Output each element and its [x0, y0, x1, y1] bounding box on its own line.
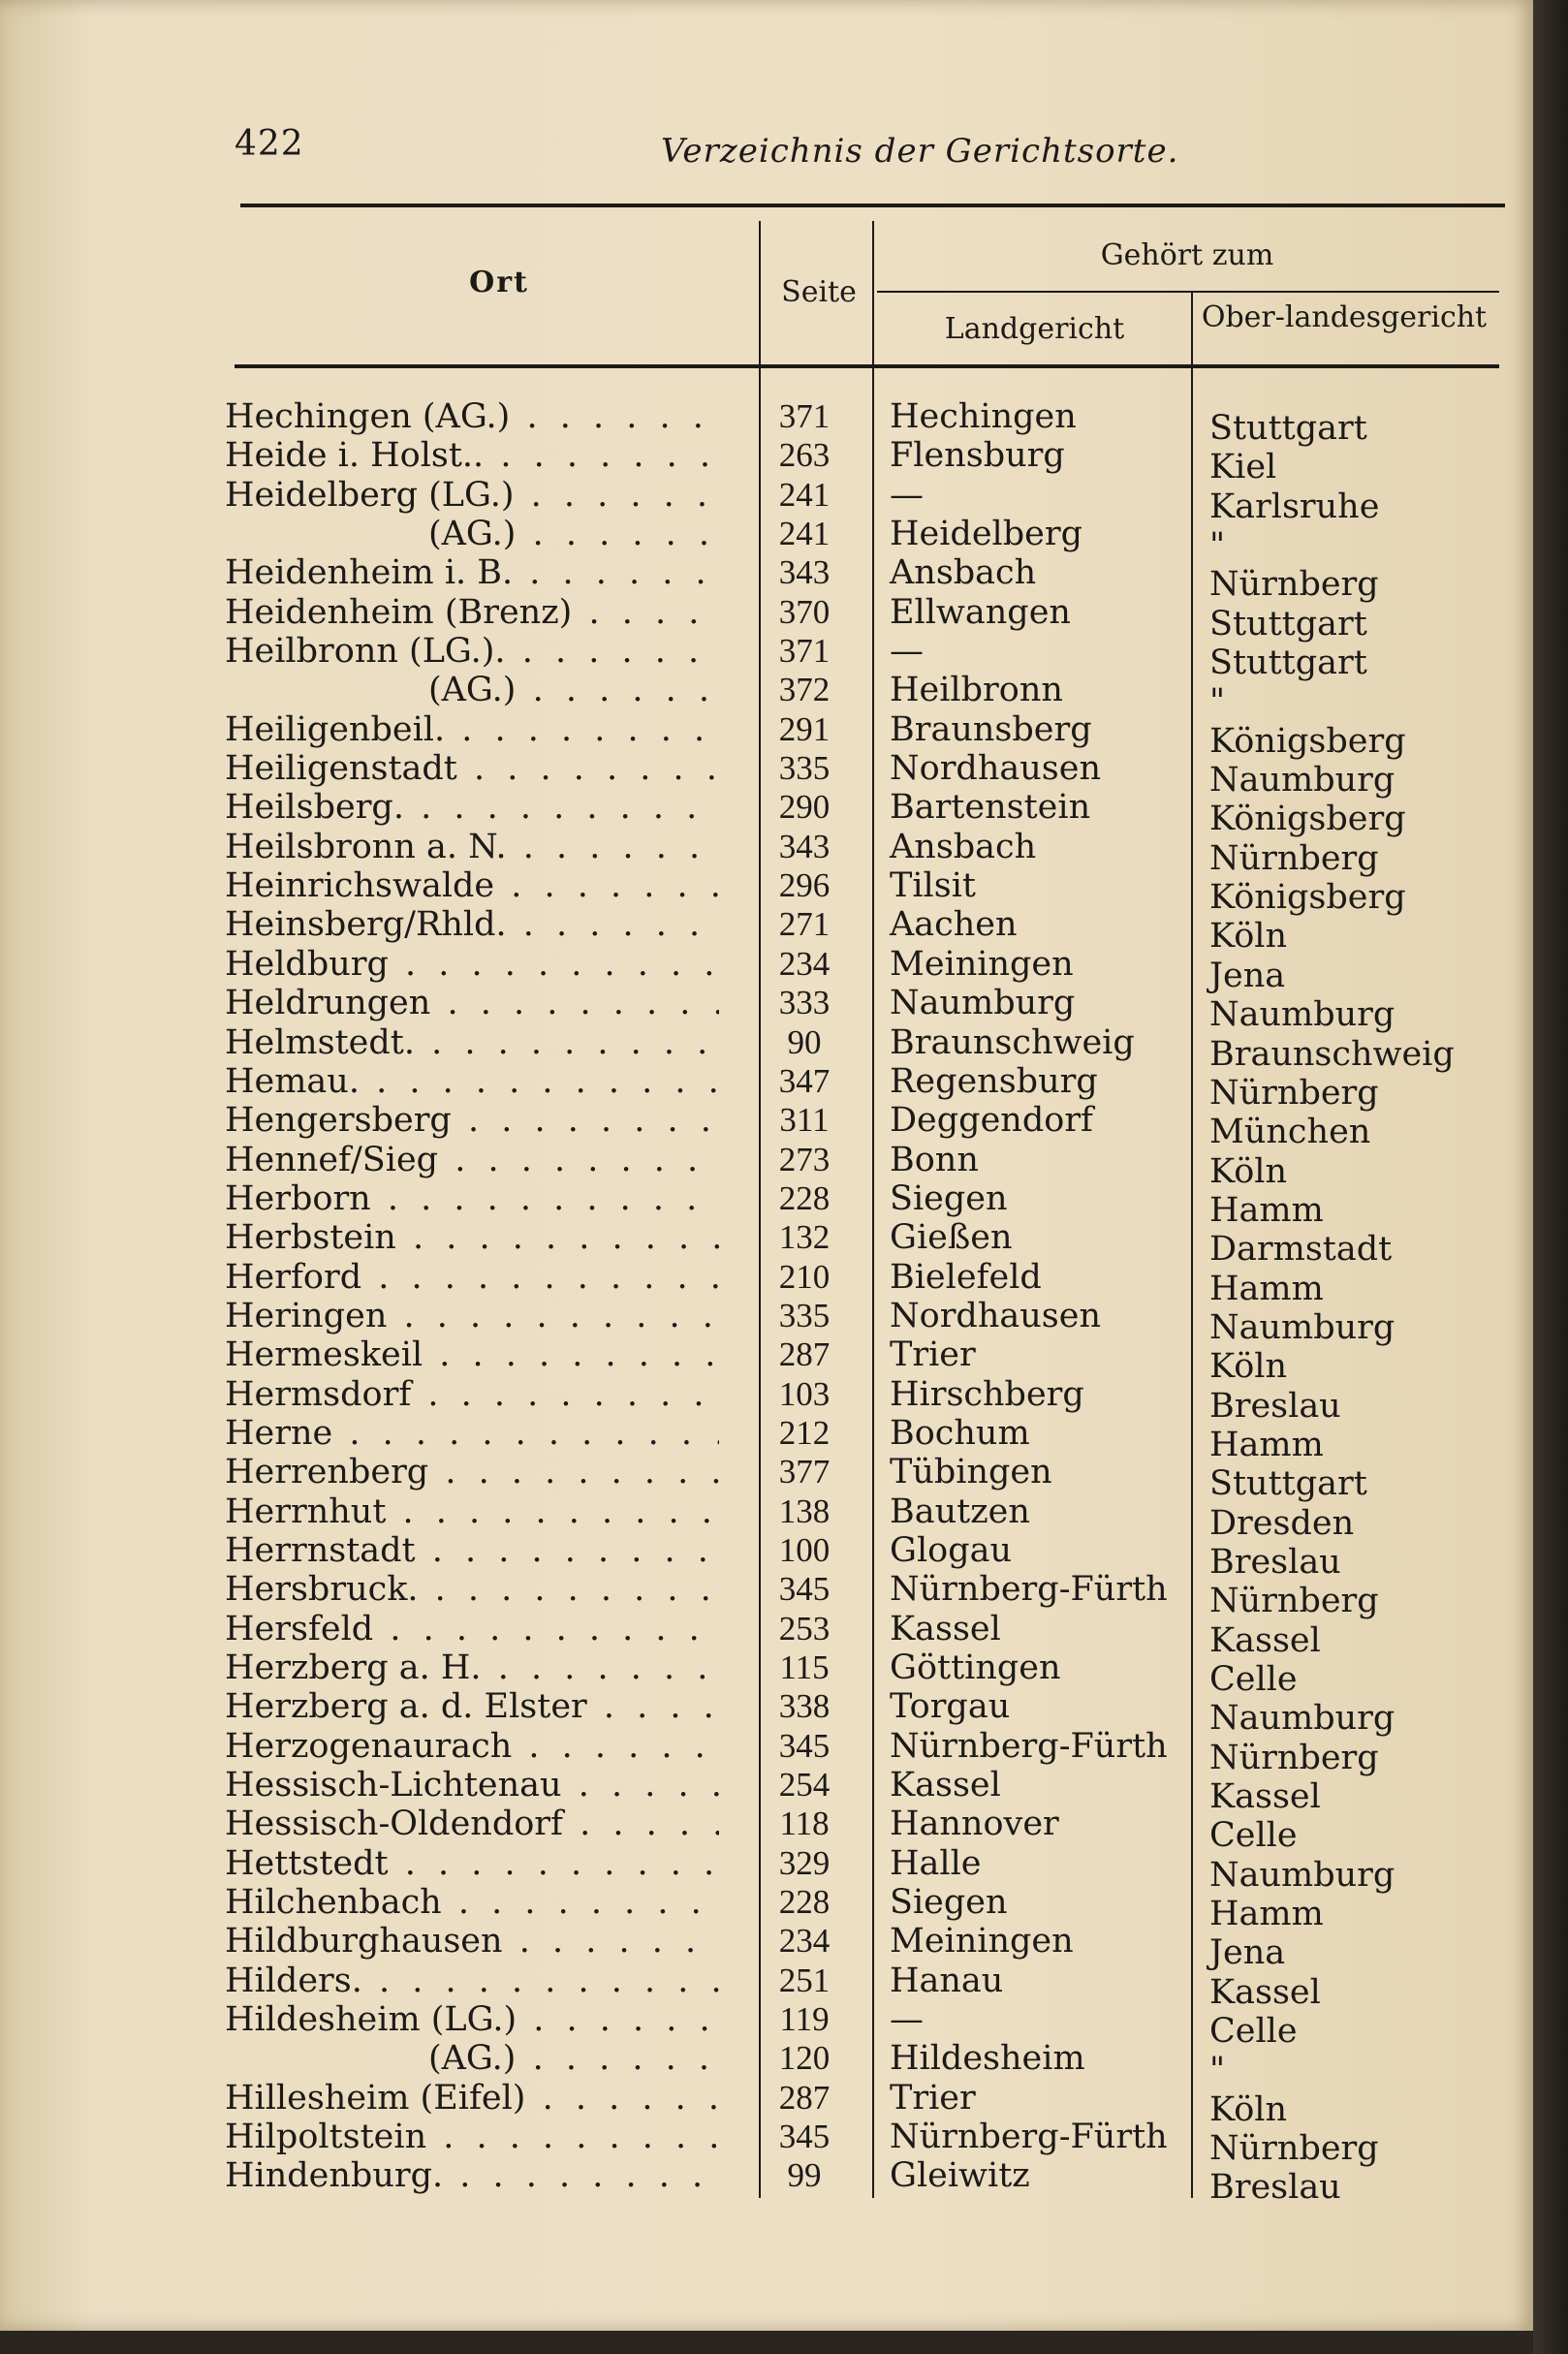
landgericht-cell: Ansbach [890, 553, 1037, 593]
ort-cell: Hildburghausen . . . [225, 1922, 719, 1961]
table-row [0, 1766, 1533, 1817]
ort-cell: Heidenheim i. B. . . . [225, 553, 719, 592]
seite-cell: 296 [778, 866, 831, 905]
oberlandesgericht-cell: Jena [1209, 1933, 1286, 1973]
table-row [0, 1140, 1533, 1191]
oberlandesgericht-cell: Dresden [1209, 1503, 1355, 1543]
top-rule [240, 204, 1505, 207]
ort-cell: Heldburg . . . [225, 945, 719, 984]
ort-cell: Heiligenbeil. . . . [225, 710, 719, 749]
ort-cell: Hessisch-Lichtenau . . . [225, 1766, 719, 1805]
column-header-gehoert-zum: Gehört zum [1100, 238, 1274, 272]
seite-cell: 234 [778, 1922, 831, 1961]
seite-cell: 263 [778, 436, 831, 475]
column-header-ort: Ort [469, 266, 529, 299]
column-header-landgericht: Landgericht [944, 312, 1125, 346]
seite-cell: 118 [779, 1805, 830, 1843]
column-header-oberlandesgericht: Ober-landesgericht [1201, 300, 1488, 334]
ort-cell: Herzogenaurach . . . [225, 1727, 719, 1766]
seite-cell: 254 [778, 1766, 831, 1805]
table-row [0, 397, 1533, 448]
oberlandesgericht-cell: Nürnberg [1209, 838, 1379, 878]
oberlandesgericht-cell: Stuttgart [1209, 604, 1367, 643]
landgericht-cell: Naumburg [890, 984, 1076, 1023]
table-row [0, 1570, 1533, 1621]
landgericht-cell: Gleiwitz [890, 2156, 1030, 2196]
ort-cell: Heldrungen . . . [225, 984, 719, 1022]
ort-cell: Hechingen (AG.) . . . [225, 397, 719, 436]
ort-cell: (AG.) . . . [225, 2039, 719, 2078]
oberlandesgericht-cell: Naumburg [1209, 1307, 1396, 1347]
landgericht-cell: Siegen [890, 1883, 1008, 1923]
table-row [0, 1922, 1533, 1973]
oberlandesgericht-cell: " [1209, 2051, 1226, 2090]
landgericht-cell: Hirschberg [890, 1374, 1084, 1414]
landgericht-cell: Nordhausen [890, 1296, 1101, 1335]
seite-cell: 343 [778, 553, 831, 592]
landgericht-cell: Bartenstein [890, 788, 1091, 828]
ort-cell: Hillesheim (Eifel) . . . [225, 2079, 719, 2118]
landgericht-cell: Bielefeld [890, 1257, 1042, 1297]
landgericht-cell: Heidelberg [890, 515, 1082, 554]
seite-cell: 212 [778, 1413, 831, 1452]
table-row [0, 2000, 1533, 2052]
table-row [0, 1335, 1533, 1387]
oberlandesgericht-cell: Stuttgart [1209, 409, 1367, 448]
seite-cell: 115 [779, 1648, 830, 1686]
ort-cell: Heilsbronn a. N. . . . [225, 828, 719, 866]
ort-cell: Hilchenbach . . . [225, 1883, 719, 1922]
table-row [0, 866, 1533, 918]
oberlandesgericht-cell: Köln [1209, 1347, 1288, 1387]
table-row [0, 1648, 1533, 1699]
seite-cell: 287 [778, 2078, 831, 2117]
ort-cell: Hermeskeil . . . [225, 1335, 719, 1374]
seite-cell: 253 [778, 1609, 831, 1648]
table-row [0, 1687, 1533, 1739]
table-row [0, 1296, 1533, 1347]
oberlandesgericht-cell: Celle [1209, 1660, 1298, 1699]
landgericht-cell: Braunschweig [890, 1022, 1135, 1062]
seite-cell: 343 [778, 827, 831, 865]
oberlandesgericht-cell: Nürnberg [1209, 1582, 1379, 1621]
ort-cell: Herford . . . [225, 1258, 719, 1297]
table-row [0, 436, 1533, 487]
landgericht-cell: Glogau [890, 1530, 1013, 1570]
table-row [0, 1805, 1533, 1856]
seite-cell: 273 [778, 1140, 831, 1178]
landgericht-cell: Ansbach [890, 827, 1037, 866]
ort-cell: Herrnhut . . . [225, 1492, 719, 1531]
seite-cell: 234 [778, 944, 831, 983]
landgericht-cell: Braunsberg [890, 709, 1092, 749]
oberlandesgericht-cell: Hamm [1209, 1895, 1324, 1934]
oberlandesgericht-cell: Königsberg [1209, 878, 1406, 918]
seite-cell: 119 [779, 2000, 830, 2039]
oberlandesgericht-cell: Köln [1209, 2089, 1288, 2129]
seite-cell: 333 [778, 984, 831, 1022]
ort-cell: Hersbruck. . . . [225, 1570, 719, 1609]
ort-cell: Hessisch-Oldendorf . . . [225, 1805, 719, 1843]
oberlandesgericht-cell: Kiel [1209, 448, 1277, 487]
ort-cell: Heinsberg/Rhld. . . . [225, 905, 719, 944]
table-row [0, 1453, 1533, 1504]
landgericht-cell: Meiningen [890, 1922, 1074, 1962]
seite-cell: 345 [778, 1570, 831, 1609]
seite-cell: 338 [778, 1687, 831, 1726]
oberlandesgericht-cell: Königsberg [1209, 800, 1406, 839]
seite-cell: 251 [778, 1961, 831, 1999]
table-row [0, 1101, 1533, 1152]
table-row [0, 475, 1533, 526]
table-row [0, 1374, 1533, 1426]
table-row [0, 1218, 1533, 1270]
table-row [0, 1961, 1533, 2012]
seite-cell: 377 [778, 1453, 831, 1491]
ort-cell: Hersfeld . . . [225, 1610, 719, 1648]
landgericht-cell: Flensburg [890, 436, 1065, 476]
seite-cell: 291 [778, 709, 831, 748]
seite-cell: 99 [787, 2156, 822, 2195]
oberlandesgericht-cell: Hamm [1209, 1425, 1324, 1464]
table-row [0, 2078, 1533, 2129]
oberlandesgericht-cell: Darmstadt [1209, 1230, 1393, 1270]
oberlandesgericht-cell: Stuttgart [1209, 1464, 1367, 1504]
seite-cell: 210 [778, 1257, 831, 1296]
landgericht-cell: Nordhausen [890, 749, 1101, 789]
oberlandesgericht-cell: Hamm [1209, 1269, 1324, 1308]
ort-cell: Herzberg a. H. . . . [225, 1648, 719, 1687]
ort-cell: Hettstedt . . . [225, 1844, 719, 1883]
table-row [0, 1178, 1533, 1230]
seite-cell: 370 [778, 592, 831, 631]
ort-cell: Hilpoltstein . . . [225, 2118, 719, 2156]
landgericht-cell: Trier [890, 1335, 976, 1375]
seite-cell: 241 [778, 475, 831, 514]
oberlandesgericht-cell: Breslau [1209, 1542, 1341, 1582]
oberlandesgericht-cell: Jena [1209, 956, 1286, 995]
table-row [0, 1022, 1533, 1074]
table-row [0, 1530, 1533, 1582]
landgericht-cell: Heilbronn [890, 671, 1063, 710]
oberlandesgericht-cell: Köln [1209, 917, 1288, 957]
seite-cell: 271 [778, 905, 831, 944]
table-row [0, 671, 1533, 722]
table-row [0, 905, 1533, 957]
oberlandesgericht-cell: Nürnberg [1209, 565, 1379, 605]
landgericht-cell: Bautzen [890, 1491, 1030, 1531]
landgericht-cell: Halle [890, 1843, 982, 1883]
ort-cell: Helmstedt. . . . [225, 1023, 719, 1062]
oberlandesgericht-cell: Stuttgart [1209, 643, 1367, 683]
ort-cell: Herrnstadt . . . [225, 1531, 719, 1570]
landgericht-cell: — [890, 632, 924, 672]
table-row [0, 2039, 1533, 2090]
ort-cell: Heidelberg (LG.) . . . [225, 476, 719, 515]
table-row [0, 553, 1533, 605]
header-bottom-rule [235, 364, 1499, 368]
table-row [0, 1883, 1533, 1934]
ort-cell: Hennef/Sieg . . . [225, 1141, 719, 1179]
seite-cell: 371 [778, 397, 831, 435]
table-row [0, 709, 1533, 761]
ort-cell: Herrenberg . . . [225, 1453, 719, 1491]
oberlandesgericht-cell: Breslau [1209, 1386, 1341, 1426]
landgericht-cell: — [890, 475, 924, 515]
landgericht-cell: Nürnberg-Fürth [890, 1570, 1168, 1610]
table-row [0, 1257, 1533, 1308]
landgericht-cell: Deggendorf [890, 1101, 1093, 1141]
book-edge [1533, 0, 1568, 2354]
seite-cell: 138 [778, 1491, 831, 1530]
landgericht-cell: Bochum [890, 1413, 1030, 1453]
landgericht-cell: Göttingen [890, 1648, 1061, 1687]
oberlandesgericht-cell: Celle [1209, 1816, 1298, 1856]
landgericht-cell: Bonn [890, 1140, 979, 1179]
oberlandesgericht-cell: Celle [1209, 2012, 1298, 2052]
landgericht-cell: Meiningen [890, 944, 1074, 984]
oberlandesgericht-cell: Königsberg [1209, 721, 1406, 761]
table-row [0, 515, 1533, 566]
running-head: Verzeichnis der Gerichtsorte. [661, 132, 1179, 171]
oberlandesgericht-cell: Naumburg [1209, 995, 1396, 1035]
ort-cell: Hildesheim (LG.) . . . [225, 2000, 719, 2039]
table-row [0, 984, 1533, 1035]
landgericht-cell: Hechingen [890, 397, 1077, 436]
ort-cell: Heinrichswalde . . . [225, 866, 719, 905]
ort-cell: Heilbronn (LG.). . . . [225, 632, 719, 671]
oberlandesgericht-cell: München [1209, 1113, 1371, 1152]
page-number: 422 [235, 124, 304, 164]
table-row [0, 2156, 1533, 2208]
seite-cell: 228 [778, 1883, 831, 1922]
table-row [0, 1843, 1533, 1895]
seite-cell: 103 [778, 1374, 831, 1413]
table-row [0, 944, 1533, 995]
landgericht-cell: Hildesheim [890, 2039, 1085, 2079]
ort-cell: Hermsdorf . . . [225, 1375, 719, 1414]
seite-cell: 371 [778, 632, 831, 671]
table-row [0, 1061, 1533, 1113]
table-row [0, 788, 1533, 839]
seite-cell: 100 [778, 1530, 831, 1569]
table-row [0, 827, 1533, 878]
seite-cell: 290 [778, 788, 831, 827]
seite-cell: 372 [778, 671, 831, 709]
ort-cell: Heiligenstadt . . . [225, 749, 719, 788]
ort-cell: Herne . . . [225, 1414, 719, 1453]
column-header-seite: Seite [781, 275, 857, 309]
landgericht-cell: Hanau [890, 1961, 1004, 2000]
oberlandesgericht-cell: Hamm [1209, 1190, 1324, 1230]
seite-cell: 335 [778, 1296, 831, 1334]
seite-cell: 335 [778, 749, 831, 788]
oberlandesgericht-cell: Breslau [1209, 2168, 1341, 2208]
seite-cell: 311 [779, 1101, 830, 1140]
landgericht-cell: Ellwangen [890, 592, 1071, 632]
seite-cell: 329 [778, 1843, 831, 1882]
court-table-body [0, 397, 1533, 2208]
oberlandesgericht-cell: Kassel [1209, 1777, 1321, 1817]
seite-cell: 241 [778, 515, 831, 553]
landgericht-cell: Regensburg [890, 1061, 1098, 1101]
landgericht-cell: Trier [890, 2078, 976, 2118]
seite-cell: 90 [787, 1022, 822, 1061]
landgericht-cell: Hannover [890, 1805, 1059, 1844]
ort-cell: (AG.) . . . [225, 515, 719, 553]
ort-cell: Hengersberg . . . [225, 1101, 719, 1140]
ort-cell: Hindenburg. . . . [225, 2156, 719, 2195]
landgericht-cell: Nürnberg-Fürth [890, 2118, 1168, 2157]
ort-cell: (AG.) . . . [225, 671, 719, 709]
landgericht-cell: Tübingen [890, 1453, 1052, 1492]
ort-cell: Heilsberg. . . . [225, 788, 719, 827]
landgericht-cell: Kassel [890, 1609, 1001, 1648]
oberlandesgericht-cell: Kassel [1209, 1620, 1321, 1660]
landgericht-cell: Kassel [890, 1766, 1001, 1805]
seite-cell: 345 [778, 1726, 831, 1765]
oberlandesgericht-cell: Naumburg [1209, 761, 1396, 800]
oberlandesgericht-cell: " [1209, 526, 1226, 566]
seite-cell: 228 [778, 1178, 831, 1217]
landgericht-cell: Tilsit [890, 866, 976, 906]
table-row [0, 632, 1533, 683]
table-row [0, 2118, 1533, 2169]
table-row [0, 1491, 1533, 1543]
seite-cell: 287 [778, 1335, 831, 1374]
oberlandesgericht-cell: Nürnberg [1209, 1073, 1379, 1113]
landgericht-cell: Aachen [890, 905, 1018, 945]
oberlandesgericht-cell: Braunschweig [1209, 1034, 1455, 1074]
landgericht-cell: Siegen [890, 1178, 1008, 1218]
oberlandesgericht-cell: Karlsruhe [1209, 486, 1380, 526]
landgericht-cell: — [890, 2000, 924, 2040]
oberlandesgericht-cell: " [1209, 682, 1226, 722]
oberlandesgericht-cell: Kassel [1209, 1972, 1321, 2012]
ort-cell: Herzberg a. d. Elster . . . [225, 1687, 719, 1726]
oberlandesgericht-cell: Naumburg [1209, 1699, 1396, 1739]
landgericht-cell: Gießen [890, 1218, 1013, 1258]
ort-cell: Hilders. . . . [225, 1962, 719, 2000]
gehoert-rule [877, 291, 1499, 293]
table-row [0, 749, 1533, 800]
seite-cell: 120 [778, 2039, 831, 2078]
seite-cell: 345 [778, 2118, 831, 2156]
oberlandesgericht-cell: Köln [1209, 1151, 1288, 1191]
ort-cell: Heringen . . . [225, 1297, 719, 1335]
landgericht-cell: Torgau [890, 1687, 1011, 1727]
ort-cell: Herbstein . . . [225, 1218, 719, 1257]
oberlandesgericht-cell: Naumburg [1209, 1855, 1396, 1895]
table-row [0, 1726, 1533, 1777]
ort-cell: Herborn . . . [225, 1179, 719, 1218]
seite-cell: 347 [778, 1061, 831, 1100]
landgericht-cell: Nürnberg-Fürth [890, 1726, 1168, 1766]
seite-cell: 132 [778, 1218, 831, 1257]
ort-cell: Heidenheim (Brenz) . . . [225, 593, 719, 632]
table-row [0, 1609, 1533, 1660]
ort-cell: Hemau. . . . [225, 1062, 719, 1101]
table-row [0, 1413, 1533, 1464]
table-row [0, 592, 1533, 643]
ort-cell: Heide i. Holst.. . . . [225, 436, 719, 475]
oberlandesgericht-cell: Nürnberg [1209, 2129, 1379, 2169]
oberlandesgericht-cell: Nürnberg [1209, 1738, 1379, 1777]
